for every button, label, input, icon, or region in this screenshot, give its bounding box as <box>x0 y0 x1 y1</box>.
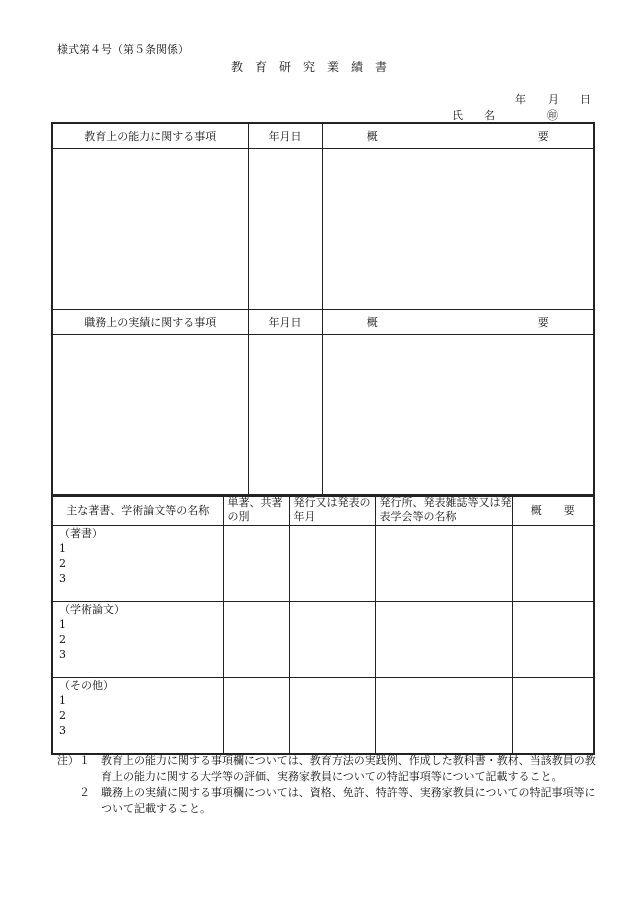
summary-char-1b: 要 <box>537 130 549 143</box>
others-author-cell[interactable] <box>223 678 289 755</box>
header-date-1: 年月日 <box>248 123 322 149</box>
group-label: （学術論文） <box>59 603 125 616</box>
publications-table <box>51 494 595 755</box>
notes <box>57 753 597 817</box>
date-year-label: 年 <box>515 93 526 106</box>
header-publication-date: 発行又は発表の年月 <box>289 495 375 526</box>
header-summary-1 <box>322 123 594 149</box>
date-month-label: 月 <box>548 93 559 106</box>
job-performance-cell[interactable] <box>52 335 248 497</box>
papers-publisher-cell[interactable] <box>375 602 512 678</box>
name-label-2: 名 <box>484 109 495 122</box>
list-item: 1 <box>59 694 66 707</box>
note-2 <box>57 785 597 817</box>
summary-char-3a: 概 <box>530 504 542 517</box>
seal-mark: ㊞ <box>547 109 558 122</box>
note-number: １ <box>79 754 90 767</box>
teaching-ability-cell[interactable] <box>52 149 248 310</box>
list-item: 1 <box>59 542 66 555</box>
books-date-cell[interactable] <box>289 526 375 602</box>
header-summary-2 <box>322 310 594 335</box>
others-group[interactable] <box>52 678 223 755</box>
papers-group[interactable] <box>52 602 223 678</box>
list-item: 3 <box>59 724 66 737</box>
books-summary-cell[interactable] <box>512 526 594 602</box>
form-label: 様式第４号（第５条関係） <box>57 43 189 56</box>
note-number: ２ <box>79 786 90 799</box>
papers-summary-cell[interactable] <box>512 602 594 678</box>
job-summary-cell[interactable] <box>322 335 594 497</box>
date-day-label: 日 <box>580 93 591 106</box>
list-item: 2 <box>59 709 66 722</box>
name-label-1: 氏 <box>452 109 463 122</box>
teaching-summary-cell[interactable] <box>322 149 594 310</box>
note-1 <box>57 753 597 785</box>
job-date-cell[interactable] <box>248 335 322 497</box>
header-author-type: 単著、共著の別 <box>223 495 289 526</box>
list-item: 3 <box>59 648 66 661</box>
summary-char-1a: 概 <box>366 130 378 143</box>
summary-char-2a: 概 <box>366 316 378 329</box>
books-publisher-cell[interactable] <box>375 526 512 602</box>
others-summary-cell[interactable] <box>512 678 594 755</box>
note-text: 職務上の実績に関する事項欄については、資格、免許、特許等、実務家教員についての特記事項等について記載すること。 <box>101 786 596 815</box>
header-teaching-ability: 教育上の能力に関する事項 <box>52 123 248 149</box>
header-date-2: 年月日 <box>248 310 322 335</box>
others-date-cell[interactable] <box>289 678 375 755</box>
group-label: （著書） <box>59 527 103 540</box>
books-group[interactable] <box>52 526 223 602</box>
summary-char-3b: 要 <box>563 504 575 517</box>
header-publication-title: 主な著書、学術論文等の名称 <box>52 495 223 526</box>
others-publisher-cell[interactable] <box>375 678 512 755</box>
list-item: 3 <box>59 572 66 585</box>
header-job-performance: 職務上の実績に関する事項 <box>52 310 248 335</box>
papers-date-cell[interactable] <box>289 602 375 678</box>
list-item: 2 <box>59 633 66 646</box>
list-item: 1 <box>59 618 66 631</box>
note-text: 教育上の能力に関する事項欄については、教育方法の実践例、作成した教科書・教材、当該教員の教育上の能力に関する大学等の評価、実務家教員についての特記事項等について記載すること。 <box>101 754 596 783</box>
header-publisher: 発行所、発表雑誌等又は発表学会等の名称 <box>375 495 512 526</box>
summary-char-2b: 要 <box>537 316 549 329</box>
achievements-table-upper <box>51 122 595 497</box>
books-author-cell[interactable] <box>223 526 289 602</box>
papers-author-cell[interactable] <box>223 602 289 678</box>
teaching-date-cell[interactable] <box>248 149 322 310</box>
document-title: 教育研究業績書 <box>230 60 399 74</box>
header-summary-3 <box>512 495 594 526</box>
group-label: （その他） <box>59 679 114 692</box>
list-item: 2 <box>59 557 66 570</box>
notes-prefix: 注） <box>57 754 79 767</box>
